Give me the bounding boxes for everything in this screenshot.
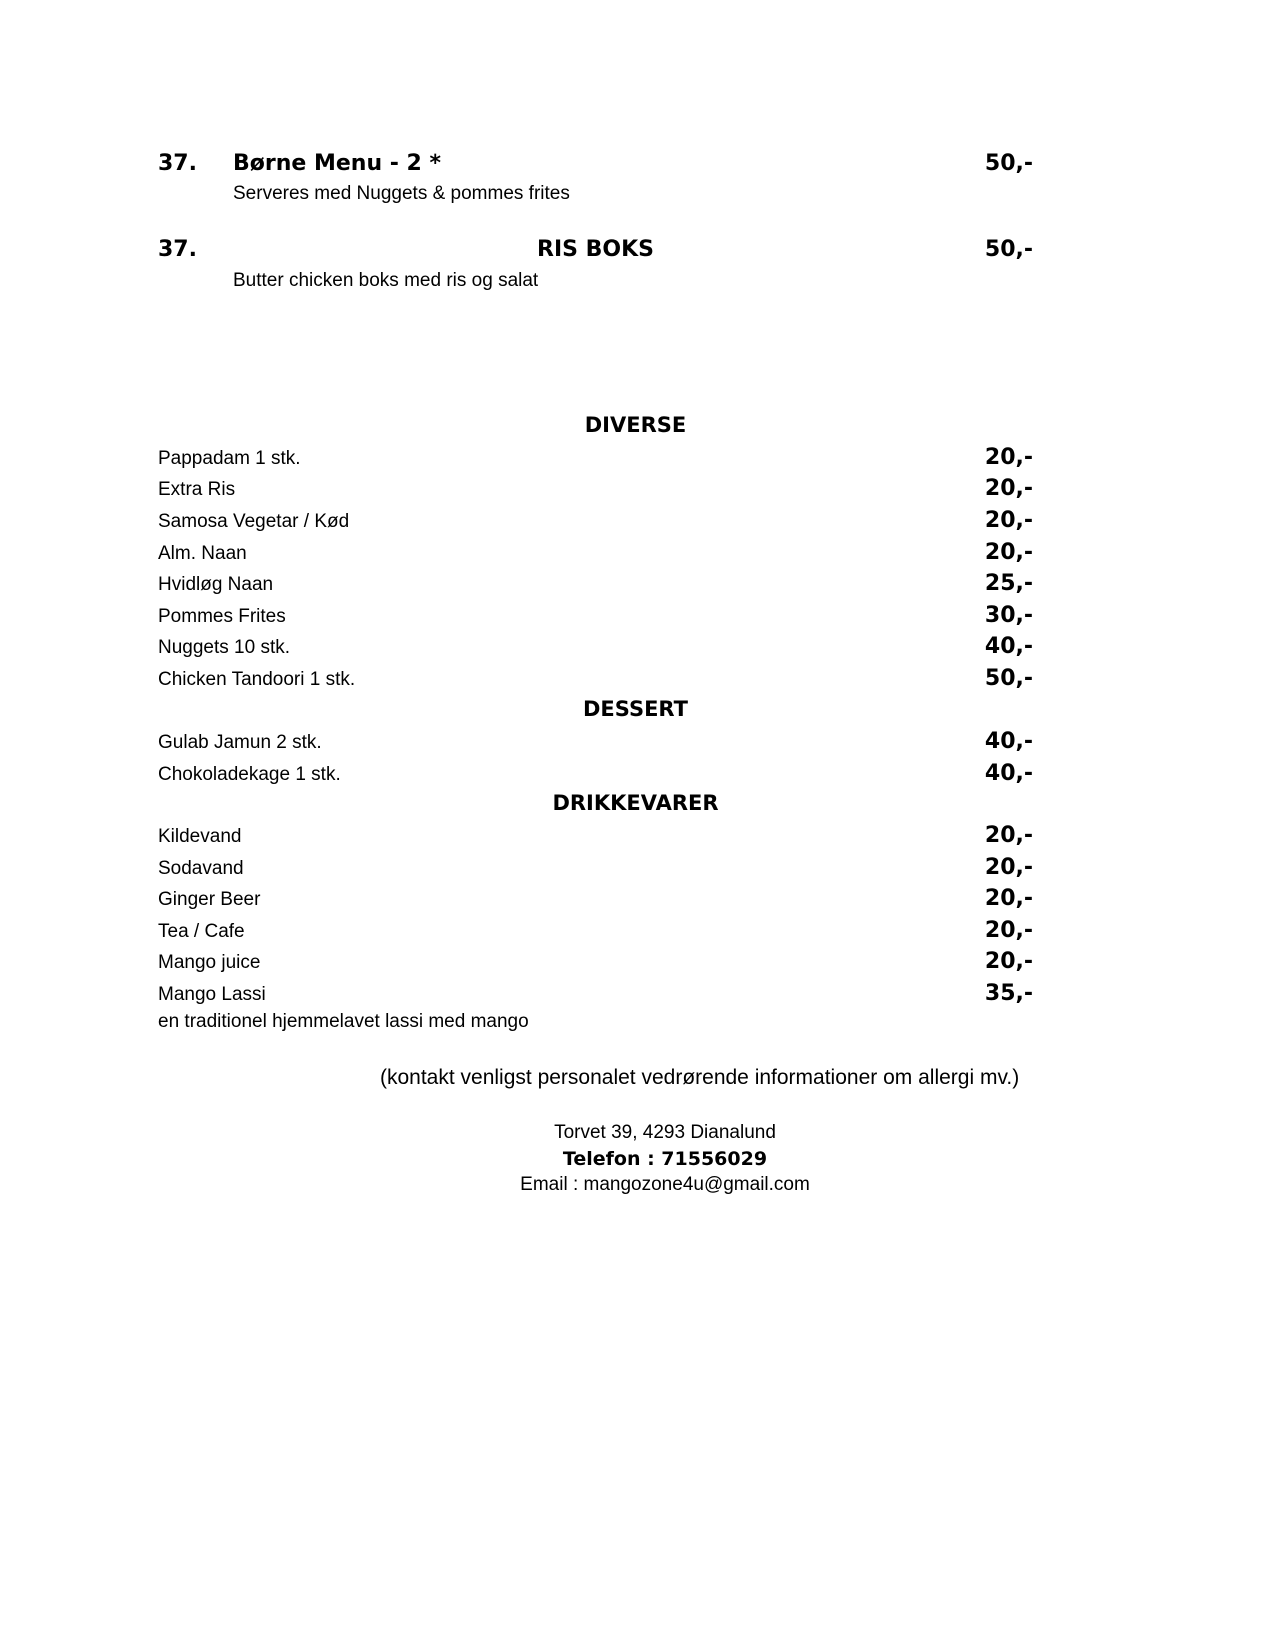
list-item [158, 761, 1033, 789]
item-name: Kildevand [158, 826, 242, 847]
section-title-drikkevarer: DRIKKEVARER [552, 791, 719, 815]
item-price: 50,- [984, 237, 1033, 262]
item-price: 25,- [984, 571, 1033, 596]
item-price: 40,- [984, 634, 1033, 659]
item-name: Mango Lassi [158, 984, 266, 1005]
item-note: en traditionel hjemmelavet lassi med mango [158, 1011, 529, 1032]
menu-item-ris-boks [158, 237, 1033, 267]
item-price: 30,- [984, 603, 1033, 628]
item-name: Ginger Beer [158, 889, 261, 910]
list-item [158, 886, 1033, 914]
item-description: Butter chicken boks med ris og salat [233, 270, 539, 291]
item-name: Pommes Frites [158, 606, 286, 627]
item-price: 35,- [984, 981, 1033, 1006]
list-item [158, 540, 1033, 568]
item-name: Samosa Vegetar / Kød [158, 511, 350, 532]
item-title: RIS BOKS [537, 237, 654, 262]
item-name: Extra Ris [158, 479, 236, 500]
item-price: 20,- [984, 855, 1033, 880]
item-price: 40,- [984, 729, 1033, 754]
list-item [158, 508, 1033, 536]
item-price: 20,- [984, 508, 1033, 533]
list-item [158, 949, 1033, 977]
item-number: 37. [158, 237, 197, 262]
item-name: Chicken Tandoori 1 stk. [158, 669, 356, 690]
list-item [158, 666, 1033, 694]
item-name: Hvidløg Naan [158, 574, 274, 595]
item-price: 50,- [984, 151, 1033, 176]
item-price: 20,- [984, 949, 1033, 974]
section-title-dessert: DESSERT [583, 697, 688, 721]
item-title: Børne Menu - 2 * [233, 151, 442, 176]
item-price: 20,- [984, 476, 1033, 501]
item-name: Gulab Jamun 2 stk. [158, 732, 322, 753]
allergy-notice: (kontakt venligst personalet vedrørende informationer om allergi mv.) [380, 1066, 1020, 1089]
item-name: Tea / Cafe [158, 921, 245, 942]
item-price: 20,- [984, 540, 1033, 565]
footer-email: Email : mangozone4u@gmail.com [520, 1174, 810, 1195]
item-name: Sodavand [158, 858, 244, 879]
footer-phone: Telefon : 71556029 [562, 1148, 768, 1170]
item-description: Serveres med Nuggets & pommes frites [233, 183, 570, 204]
item-price: 20,- [984, 445, 1033, 470]
item-price: 20,- [984, 823, 1033, 848]
item-name: Chokoladekage 1 stk. [158, 764, 341, 785]
item-name: Alm. Naan [158, 543, 247, 564]
list-item [158, 855, 1033, 883]
item-price: 20,- [984, 886, 1033, 911]
list-item [158, 445, 1033, 473]
list-item [158, 476, 1033, 504]
item-number: 37. [158, 151, 197, 176]
item-name: Mango juice [158, 952, 261, 973]
list-item [158, 634, 1033, 662]
list-item [158, 603, 1033, 631]
menu-item-borne-menu [158, 151, 1033, 181]
list-item [158, 981, 1033, 1009]
list-item [158, 823, 1033, 851]
item-price: 20,- [984, 918, 1033, 943]
item-name: Nuggets 10 stk. [158, 637, 291, 658]
footer-address: Torvet 39, 4293 Dianalund [554, 1122, 776, 1143]
item-price: 50,- [984, 666, 1033, 691]
list-item [158, 571, 1033, 599]
list-item [158, 729, 1033, 757]
item-price: 40,- [984, 761, 1033, 786]
list-item [158, 918, 1033, 946]
item-name: Pappadam 1 stk. [158, 448, 301, 469]
section-title-diverse: DIVERSE [584, 413, 687, 437]
